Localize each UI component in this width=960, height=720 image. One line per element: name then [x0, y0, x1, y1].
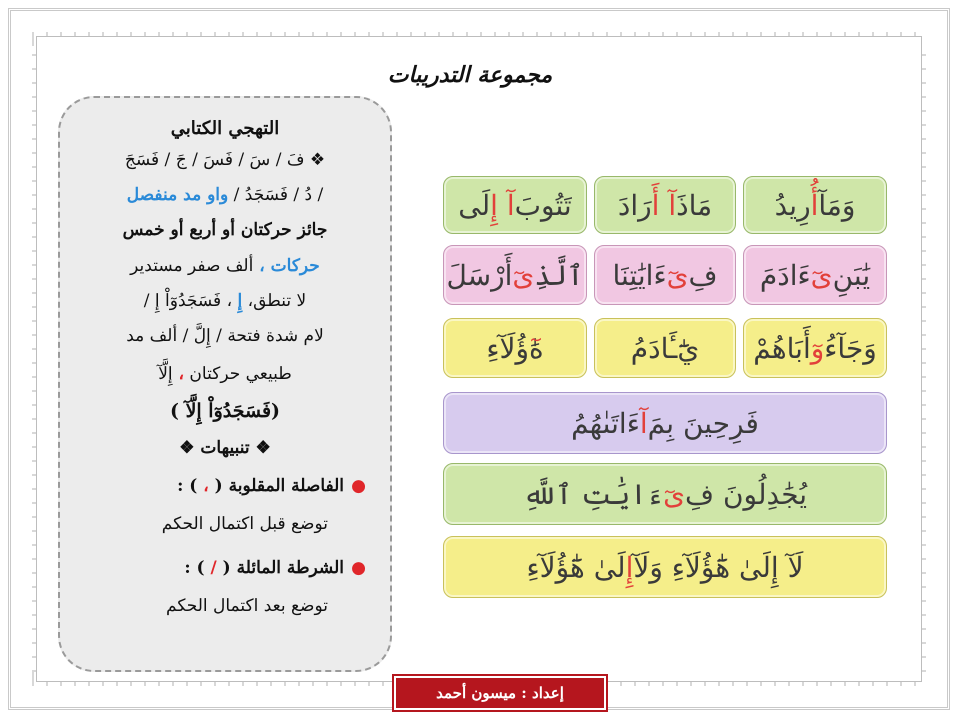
word-tile: فَرِحِينَ بِمَ آ ءَاتَىٰهُمُ: [443, 392, 887, 454]
note-2-body: توضع بعد اكتمال الحكم: [166, 596, 328, 616]
panel-line-1: ❖ فَ / سَ / فَسَ / جَ / فَسَجَ: [124, 150, 326, 170]
note-1-title: ● الفاصلة المقلوبة ( ، ) :: [177, 476, 366, 496]
page-title: مجموعة التدريبات: [387, 62, 553, 88]
panel-line-2: / دُ / فَسَجَدُ / واو مد منفصل: [126, 185, 324, 205]
note-1-body: توضع قبل اكتمال الحكم: [161, 514, 328, 534]
panel-line-8: (فَسَجَدُوٓاْ إِلَّآ ): [169, 400, 281, 422]
note-2-title: ● الشرطة المائلة ( / ) :: [184, 558, 366, 578]
panel-line-5: لا تنطق، إِ ، فَسَجَدُوٓاْ إِ /: [143, 291, 307, 311]
word-tile: ٱلَّذِ ىٓ أَرْسَلَ: [443, 245, 587, 305]
word-tile: فِ ىٓ ءَايَٰتِنَا: [594, 245, 736, 305]
notes-heading: ❖ تنبيهات ❖: [179, 438, 271, 458]
word-tile: يَٰٓ ـَٔادَمُ: [594, 318, 736, 378]
word-tile: لَآ إِلَىٰ هَٰٓؤُلَآءِ وَلَآ إِ لَىٰ هَٰٓؤُلَآءِ: [443, 536, 887, 598]
panel-line-3: جائز حركتان أو أربع أو خمس: [122, 220, 328, 240]
panel-line-6: لام شدة فتحة / إِلَّ / ألف مد: [126, 326, 324, 346]
author-badge: إعداد : ميسون أحمد: [394, 676, 606, 710]
panel-line-4: حركات ، ألف صفر مستدير: [130, 256, 320, 276]
panel-heading: التهجي الكتابي: [170, 118, 280, 139]
bullet-icon: ●: [351, 558, 366, 578]
panel-line-7: طبيعي حركتان ، إِلَّآ: [158, 364, 292, 384]
word-tile: وَجَآءُ وٓ أَبَاهُمْ: [743, 318, 887, 378]
word-tile: يُجَٰدِلُونَ فِ ىٓ ءَايَٰتِ ٱللَّهِ: [443, 463, 887, 525]
word-tile: مَاذَ آ أَ رَادَ: [594, 176, 736, 234]
bullet-icon: ●: [351, 476, 366, 496]
word-tile: تَتُوبَ آ إِ لَى: [443, 176, 587, 234]
word-tile: يَٰبَنِ ىٓ ءَادَمَ: [743, 245, 887, 305]
spelling-panel: [58, 96, 392, 672]
word-tile: وَمَآ أُ رِيدُ: [743, 176, 887, 234]
word-tile: هَٰ ؤُلَآءِ: [443, 318, 587, 378]
